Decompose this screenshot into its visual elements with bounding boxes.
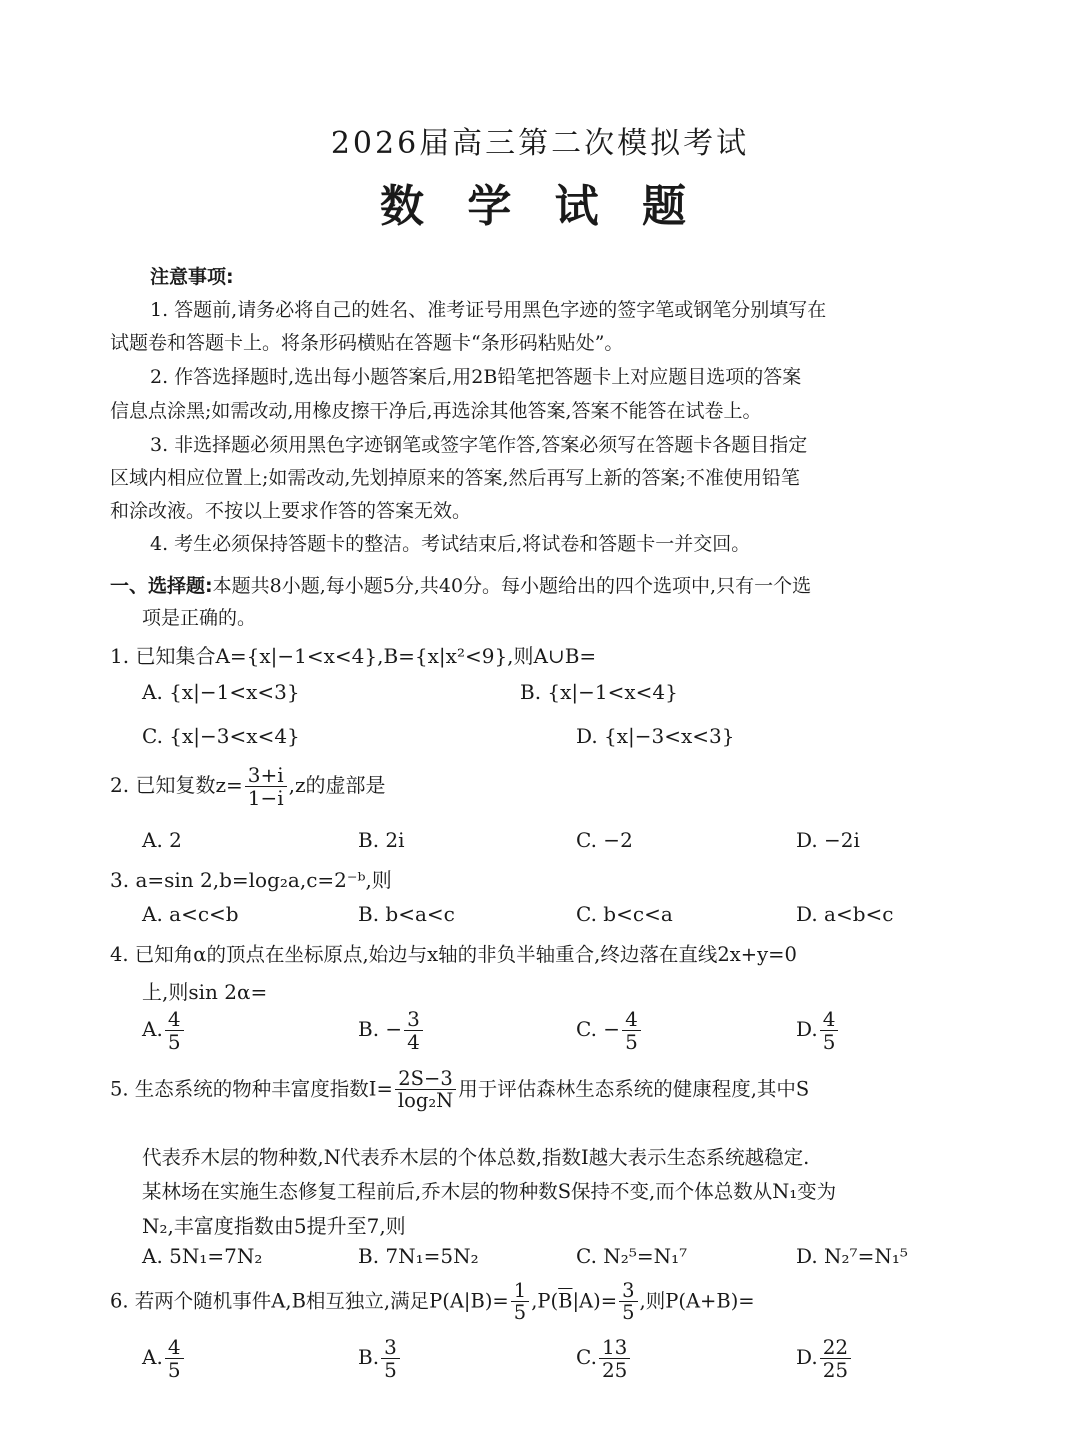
notes-line: 和涂改液。不按以上要求作答的答案无效。 bbox=[110, 500, 472, 522]
q6-a-label: A. bbox=[142, 1345, 163, 1369]
q4-option-c bbox=[576, 1008, 643, 1053]
subject-title: 数 学 试 题 bbox=[380, 181, 700, 232]
notes-line: 1. 答题前,请务必将自己的姓名、准考证号用黑色字迹的签字笔或钢笔分别填写在 bbox=[150, 299, 827, 321]
q4-a-num: 4 bbox=[165, 1008, 184, 1031]
notes-line: 试题卷和答题卡上。将条形码横贴在答题卡“条形码粘贴处”。 bbox=[110, 332, 624, 354]
question-4-stem: 4. 已知角α的顶点在坐标原点,始边与x轴的非负半轴重合,终边落在直线2x+y=0 bbox=[110, 943, 797, 966]
q5-num: 2S−3 bbox=[395, 1068, 456, 1090]
question-6-stem bbox=[110, 1280, 755, 1324]
q6-b-den: 5 bbox=[384, 1358, 397, 1382]
q1-option-b: B. {x|−1<x<4} bbox=[520, 680, 678, 704]
q4-b-num: 3 bbox=[404, 1008, 423, 1031]
q6-post: ,则P(A+B)= bbox=[639, 1289, 755, 1313]
q4-d-den: 5 bbox=[822, 1030, 836, 1054]
q6-a-num: 4 bbox=[165, 1336, 184, 1359]
q5-option-b: B. 7N₁=5N₂ bbox=[358, 1244, 479, 1268]
q6-c-label: C. bbox=[576, 1345, 597, 1369]
q4-b-label: B. − bbox=[358, 1017, 403, 1041]
q4-a-den: 5 bbox=[167, 1030, 181, 1054]
q4-option-d bbox=[796, 1008, 840, 1053]
question-5-stem bbox=[110, 1068, 809, 1112]
notes-line: 3. 非选择题必须用黑色字迹钢笔或签字笔作答,答案必须写在答题卡各题目指定 bbox=[150, 434, 808, 456]
question-3-stem: 3. a=sin 2,b=log₂a,c=2⁻ᵇ,则 bbox=[110, 868, 392, 892]
q4-d-num: 4 bbox=[820, 1008, 839, 1031]
q4-c-fraction bbox=[622, 1008, 641, 1053]
q2-option-a: A. 2 bbox=[142, 828, 182, 852]
q6-c-num: 13 bbox=[599, 1336, 630, 1359]
section-header bbox=[110, 571, 811, 598]
q5-option-a: A. 5N₁=7N₂ bbox=[142, 1244, 263, 1268]
question-5-line4: N₂,丰富度指数由5提升至7,则 bbox=[142, 1214, 406, 1238]
section-label: 一、选择题: bbox=[110, 575, 213, 597]
q6-option-b bbox=[358, 1336, 402, 1381]
q6-a-den: 5 bbox=[167, 1358, 181, 1382]
q1-option-a: A. {x|−1<x<3} bbox=[142, 680, 300, 704]
q6-d-den: 25 bbox=[822, 1358, 849, 1382]
q5-option-c: C. N₂⁵=N₁⁷ bbox=[576, 1244, 688, 1268]
q6-f1-num: 1 bbox=[511, 1280, 529, 1302]
q6-option-d bbox=[796, 1336, 853, 1381]
notes-line: 2. 作答选择题时,选出每小题答案后,用2B铅笔把答题卡上对应题目选项的答案 bbox=[150, 366, 802, 388]
q4-a-fraction bbox=[165, 1008, 184, 1053]
q6-f2-num: 3 bbox=[619, 1280, 637, 1302]
q2-post: ,z的虚部是 bbox=[288, 773, 386, 797]
question-1-stem: 1. 已知集合A={x|−1<x<4},B={x|x²<9},则A∪B= bbox=[110, 644, 597, 668]
q5-fraction bbox=[395, 1068, 456, 1112]
section-desc-cont: 项是正确的。 bbox=[142, 607, 257, 629]
q5-den: log₂N bbox=[397, 1089, 454, 1113]
question-5-line3: 某林场在实施生态修复工程前后,乔木层的物种数S保持不变,而个体总数从N₁变为 bbox=[142, 1180, 837, 1203]
exam-title: 2026届高三第二次模拟考试 bbox=[330, 126, 750, 161]
q4-d-fraction bbox=[820, 1008, 839, 1053]
notes-heading: 注意事项: bbox=[150, 266, 234, 288]
q6-option-c bbox=[576, 1336, 632, 1381]
q1-option-d: D. {x|−3<x<3} bbox=[576, 724, 735, 748]
q6-mid2: |A)= bbox=[572, 1289, 618, 1313]
q3-option-b: B. b<a<c bbox=[358, 902, 455, 926]
q6-mid1: ,P( bbox=[531, 1289, 559, 1313]
q2-pre: 2. 已知复数z= bbox=[110, 773, 243, 797]
q6-a-fraction bbox=[165, 1336, 184, 1381]
question-2-stem bbox=[110, 764, 386, 809]
q4-a-label: A. bbox=[142, 1017, 163, 1041]
q6-b-fraction bbox=[381, 1336, 400, 1381]
q5-pre: 5. 生态系统的物种丰富度指数I= bbox=[110, 1077, 393, 1101]
q6-option-a bbox=[142, 1336, 186, 1381]
q2-option-c: C. −2 bbox=[576, 828, 633, 852]
q6-c-fraction bbox=[599, 1336, 630, 1381]
q2-option-d: D. −2i bbox=[796, 828, 860, 852]
notes-line: 信息点涂黑;如需改动,用橡皮擦干净后,再选涂其他答案,答案不能答在试卷上。 bbox=[110, 400, 762, 422]
q4-c-label: C. − bbox=[576, 1017, 621, 1041]
q2-den: 1−i bbox=[247, 786, 284, 810]
q4-option-a bbox=[142, 1008, 186, 1053]
q5-post: 用于评估森林生态系统的健康程度,其中S bbox=[458, 1077, 810, 1101]
q6-pre: 6. 若两个随机事件A,B相互独立,满足P(A|B)= bbox=[110, 1289, 509, 1313]
q6-c-den: 25 bbox=[601, 1358, 628, 1382]
q6-f2-den: 5 bbox=[622, 1301, 635, 1325]
q3-option-d: D. a<b<c bbox=[796, 902, 894, 926]
q6-b-label: B. bbox=[358, 1345, 380, 1369]
q3-option-c: C. b<c<a bbox=[576, 902, 673, 926]
q1-option-c: C. {x|−3<x<4} bbox=[142, 724, 300, 748]
q6-d-num: 22 bbox=[820, 1336, 851, 1359]
q4-d-label: D. bbox=[796, 1017, 818, 1041]
q2-num: 3+i bbox=[245, 764, 287, 787]
q6-d-label: D. bbox=[796, 1345, 818, 1369]
notes-line: 区域内相应位置上;如需改动,先划掉原来的答案,然后再写上新的答案;不准使用铅笔 bbox=[110, 467, 800, 489]
q6-fraction-2 bbox=[619, 1280, 637, 1324]
q4-c-num: 4 bbox=[622, 1008, 641, 1031]
q6-f1-den: 5 bbox=[513, 1301, 527, 1325]
notes-line: 4. 考生必须保持答题卡的整洁。考试结束后,将试卷和答题卡一并交回。 bbox=[150, 533, 751, 555]
q6-fraction-1 bbox=[511, 1280, 529, 1324]
q6-b-num: 3 bbox=[381, 1336, 400, 1359]
q3-option-a: A. a<c<b bbox=[142, 902, 239, 926]
q6-d-fraction bbox=[820, 1336, 851, 1381]
question-5-line2: 代表乔木层的物种数,N代表乔木层的个体总数,指数I越大表示生态系统越稳定. bbox=[142, 1146, 810, 1169]
q2-fraction bbox=[245, 764, 287, 809]
q5-option-d: D. N₂⁷=N₁⁵ bbox=[796, 1244, 908, 1268]
q4-c-den: 5 bbox=[625, 1030, 638, 1054]
section-desc: 本题共8小题,每小题5分,共40分。每小题给出的四个选项中,只有一个选 bbox=[212, 575, 812, 597]
q4-option-b bbox=[358, 1008, 425, 1053]
question-4-stem-cont: 上,则sin 2α= bbox=[142, 980, 268, 1004]
q6-b-complement: $\overline{B}$ bbox=[558, 1289, 573, 1313]
q4-b-fraction bbox=[404, 1008, 423, 1053]
q4-b-den: 4 bbox=[407, 1030, 420, 1054]
q2-option-b: B. 2i bbox=[358, 828, 405, 852]
